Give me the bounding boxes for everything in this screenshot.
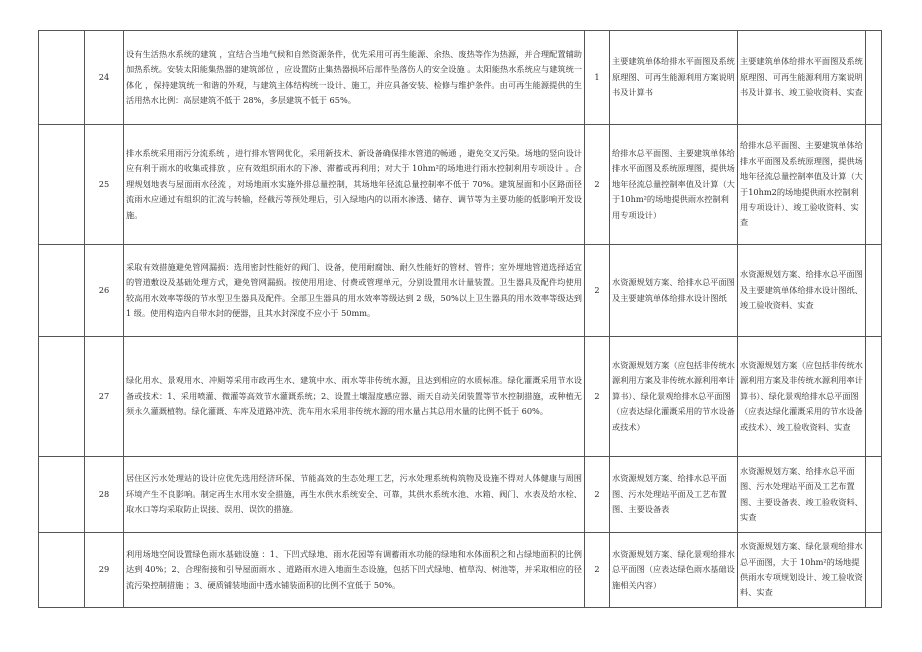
table-row — [39, 125, 882, 245]
table-row — [39, 31, 882, 125]
requirement-text: 排水系统采用雨污分流系统 ，进行排水管网优化，采用新技术、新设备确保排水管道的畅通 ，避免交叉污染。场地的竖向设计应有利于雨水的收集或排放 ，应有效组织雨水的下渗、滞蓄或再利用；对大于 10hm²的场地进行雨水控制利用专项设计 。合理规划地表与屋面雨水径流 ，对场地雨水实施外排总量控制，其场地年径流总量控制率不低于 70%。建筑屋面和小区路面径流雨水应通过有组织的汇流与转输，经截污等预处理后，引入绿地内的以雨水渗透、储存、调节等为主要功能的低影响开发设施。 — [124, 125, 585, 245]
acceptance-documents: 给排水总平面图、主要建筑单体给排水平面图及系统原理图，提供场地年径流总量控制率值及计算（大于10hm2的场地提供雨水控制利用专项设计）、竣工验收资料、实查 — [738, 125, 866, 245]
acceptance-documents: 主要建筑单体给排水平面图及系统原理图、可再生能源利用方案说明书及计算书、竣工验收资料、实查 — [738, 31, 866, 125]
blank-cell — [866, 337, 882, 457]
acceptance-documents: 水资源规划方案、绿化景观给排水总平面图，大于 10hm²的场地提供雨水专项规划设计、竣工验收资料、实查 — [738, 533, 866, 608]
requirement-text: 居住区污水处理站的设计应优先选用经济环保、节能高效的生态处理工艺，污水处理系统构筑物及设施不得对人体健康与周围环境产生不良影响。制定再生水用水安全措施，再生水供水系统安全、可靠，其供水系统水池、水箱、阀门、水表及给水栓、取水口等均采取防止误接、误用、误饮的措施。 — [124, 457, 585, 533]
row-number: 26 — [85, 245, 124, 337]
table-row — [39, 533, 882, 608]
blank-cell — [39, 31, 85, 125]
blank-cell — [39, 533, 85, 608]
score-cell: 2 — [585, 533, 610, 608]
requirement-text: 绿化用水、景观用水、冲厕等采用市政再生水、建筑中水、雨水等非传统水源，且达到相应的水质标准。绿化灌溉采用节水设备或技术：1、采用喷灌、微灌等高效节水灌溉系统；2、设置土壤湿度感应器、雨天自动关闭装置等节水控制措施，或种植无须永久灌溉植物。绿化灌溉、车库及道路冲洗、洗车用水采用非传统水源的用水量占其总用水量的比例不低于 60%。 — [124, 337, 585, 457]
design-documents: 给排水总平面图、主要建筑单体给排水平面图及系统原理图，提供场地年径流总量控制率值及计算（大于10hm²的场地提供雨水控制利用专项设计） — [610, 125, 738, 245]
requirement-text: 设有生活热水系统的建筑 ，宜结合当地气候和自然资源条件，优先采用可再生能源、余热、废热等作为热源，并合理配置辅助加热系统。安装太阳能集热器的建筑部位 ，应设置防止集热器损坏后部件坠落伤人的安全设施 。太阳能热水系统应与建筑统一体化 ，保持建筑统一和谐的外观，与建筑主体结构统一设计、施工，并应具备安装、检修与维护条件。由可再生能源提供的生活用热水比例：高层建筑不低于 28%，多层建筑不低于 65%。 — [124, 31, 585, 125]
blank-cell — [866, 245, 882, 337]
row-number: 25 — [85, 125, 124, 245]
blank-cell — [39, 337, 85, 457]
score-cell: 2 — [585, 457, 610, 533]
acceptance-documents: 水资源规划方案、给排水总平面图、污水处理站平面及工艺布置图、主要设备表、竣工验收资料、实查 — [738, 457, 866, 533]
row-number: 29 — [85, 533, 124, 608]
design-documents: 水资源规划方案、绿化景观给排水总平面图（应表达绿色雨水基础设施相关内容） — [610, 533, 738, 608]
row-number: 28 — [85, 457, 124, 533]
design-documents: 水资源规划方案、给排水总平面图及主要建筑单体给排水设计图纸 — [610, 245, 738, 337]
blank-cell — [866, 457, 882, 533]
score-cell: 2 — [585, 125, 610, 245]
table-row — [39, 457, 882, 533]
blank-cell — [39, 125, 85, 245]
requirement-text: 采取有效措施避免管网漏损：选用密封性能好的阀门、设备，使用耐腐蚀、耐久性能好的管材、管件；室外埋地管道选择适宜的管道敷设及基础处理方式，避免管网漏损。按使用用途、付费或管理单元，分别设置用水计量装置。卫生器具及配件均使用较高用水效率等级的节水型卫生器具及配件。全部卫生器具的用水效率等级达到 2 级，50%以上卫生器具的用水效率等级达到 1 级。使用构造内自带水封的便器，且其水封深度不应小于 50mm。 — [124, 245, 585, 337]
blank-cell — [866, 125, 882, 245]
row-number: 27 — [85, 337, 124, 457]
blank-cell — [39, 245, 85, 337]
acceptance-documents: 水资源规划方案、给排水总平面图及主要建筑单体给排水设计图纸、竣工验收资料、实查 — [738, 245, 866, 337]
score-cell: 2 — [585, 337, 610, 457]
acceptance-documents: 水资源规划方案（应包括非传统水源利用方案及非传统水源利用率计算书）、绿化景观给排水总平面图（应表达绿化灌溉采用的节水设备或技术）、竣工验收资料、实查 — [738, 337, 866, 457]
table-row — [39, 337, 882, 457]
blank-cell — [866, 533, 882, 608]
design-documents: 主要建筑单体给排水平面图及系统原理图、可再生能源利用方案说明书及计算书 — [610, 31, 738, 125]
blank-cell — [39, 457, 85, 533]
table-row — [39, 245, 882, 337]
row-number: 24 — [85, 31, 124, 125]
standards-table — [38, 30, 882, 608]
design-documents: 水资源规划方案、给排水总平面图、污水处理站平面及工艺布置图、主要设备表 — [610, 457, 738, 533]
score-cell: 1 — [585, 31, 610, 125]
blank-cell — [866, 31, 882, 125]
design-documents: 水资源规划方案（应包括非传统水源利用方案及非传统水源利用率计算书）、绿化景观给排水总平面图（应表达绿化灌溉采用的节水设备或技术） — [610, 337, 738, 457]
score-cell: 2 — [585, 245, 610, 337]
requirement-text: 利用场地空间设置绿色雨水基础设施 ：1、下凹式绿地、雨水花园等有调蓄雨水功能的绿地和水体面积之和占绿地面积的比例达到 40%；2、合理衔接和引导屋面雨水 、道路雨水进入地面生态设施，包括下凹式绿地、植草沟、树池等，并采取相应的径流污染控制措施 ；3、硬质铺装地面中透水铺装面积的比例不宜低于 50%。 — [124, 533, 585, 608]
